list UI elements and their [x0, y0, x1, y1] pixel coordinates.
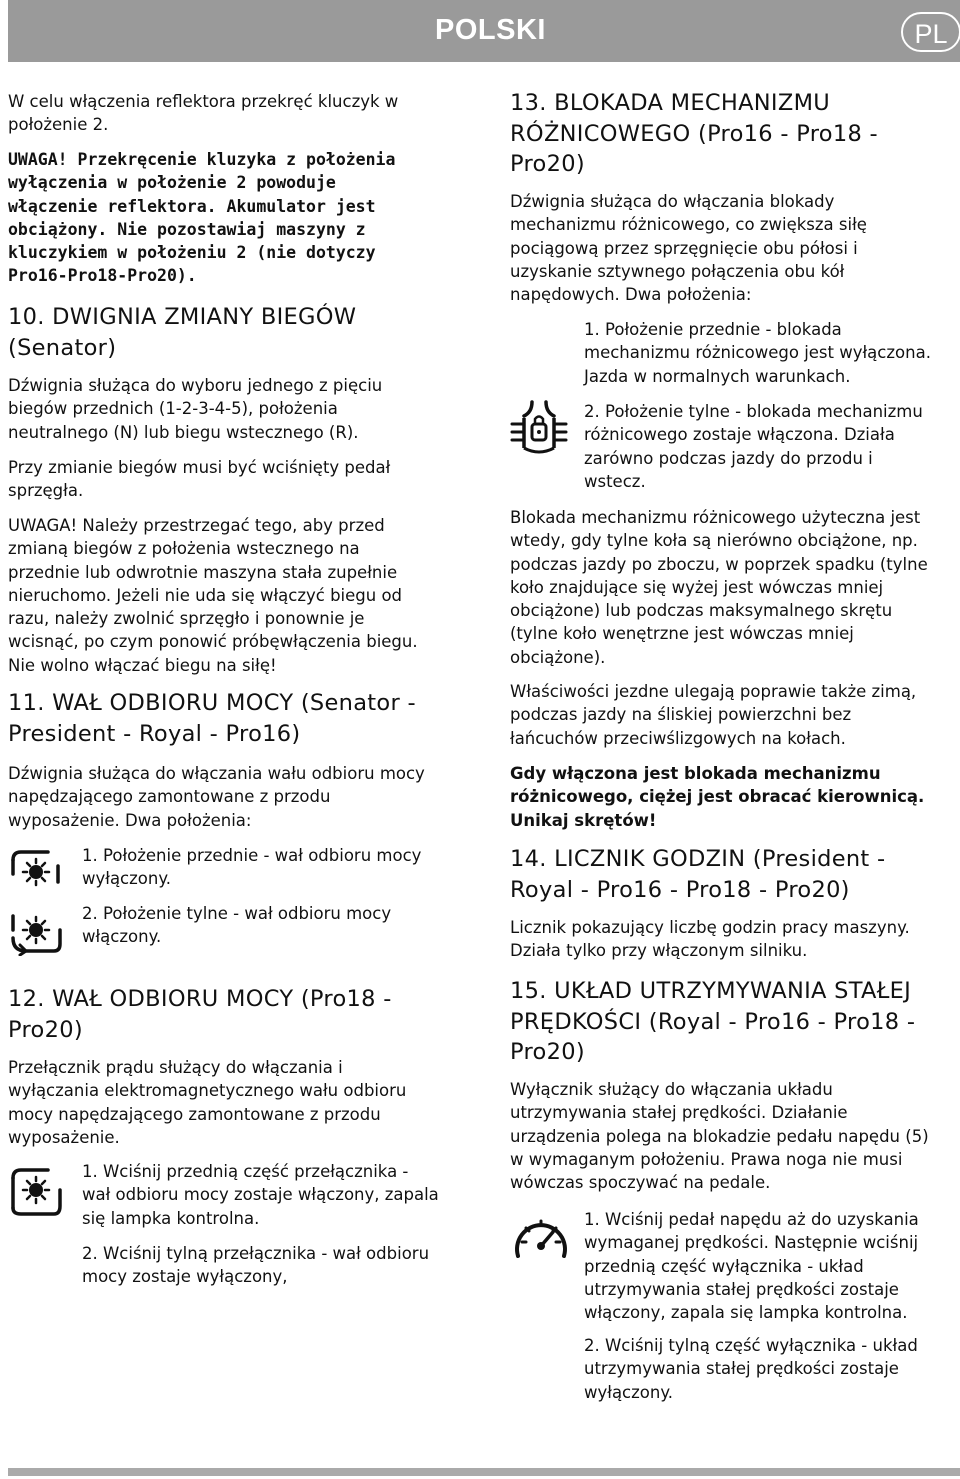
page-header: [8, 0, 960, 62]
cruise-control-icon: [510, 1212, 572, 1264]
section-13-title: 13. BLOKADA MECHANIZMU RÓŻNICOWEGO (Pro16 - Pro18 - Pro20): [510, 90, 878, 177]
section-13-item-1: 1. Położenie przednie - blokada mechanizmu różnicowego jest wyłączona. Jazda w normalnych warunkach.: [584, 320, 931, 386]
footer-divider: [8, 1468, 960, 1476]
section-13-paragraph-1: Dźwignia służąca do włączania blokady mechanizmu różnicowego, co zwiększa siłę pociągową przez sprzęgnięcie obu półosi i uzyskanie sztywnego połączenia obu kół napędowych. Dwa położenia:: [510, 192, 867, 305]
section-12-title: 12. WAŁ ODBIORU MOCY (Pro18 - Pro20): [8, 986, 392, 1043]
section-13-paragraph-2: Blokada mechanizmu różnicowego użyteczna jest wtedy, gdy tylne koła są nierówno obciążone, np. podczas jazdy po zboczu, w poprzek spadku (tylne koło znajdujące się wyżej jest wówczas mniej obciążone) lub podczas maksymalnego skrętu (tylne koło wenętrzne jest wówczas mniej obciążone).: [510, 508, 928, 667]
intro-text: W celu włączenia reflektora przekręć kluczyk w położenie 2.: [8, 92, 399, 135]
section-14-paragraph: Licznik pokazujący liczbę godzin pracy maszyny. Działa tylko przy włączonym silniku.: [510, 918, 910, 961]
section-11-item-1: 1. Położenie przednie - wał odbioru mocy wyłączony.: [82, 846, 422, 889]
differential-lock-icon: [510, 398, 568, 458]
section-12-paragraph: Przełącznik prądu służący do włączania i wyłączania elektromagnetycznego wału odbioru mocy napędzającego zamontowane z przodu wyposażenie.: [8, 1058, 407, 1147]
pto-engaged-icon: [8, 908, 64, 956]
section-10-warning: UWAGA! Należy przestrzegać tego, aby przed zmianą biegów z położenia wstecznego na przednie lub odwrotnie maszyna stała zupełnie nieruchomo. Jeżeli nie uda się włączyć biegu od razu, należy zwolnić sprzęgło i ponownie je wcisnąć, po czym ponowić próbęwłączenia biegu. Nie wolno włączać biegu na siłę!: [8, 516, 418, 675]
section-11-paragraph: Dźwignia służąca do włączania wału odbioru mocy napędzającego zamontowane z przodu wyposażenie. Dwa położenia:: [8, 764, 425, 830]
language-badge: PL: [901, 12, 960, 52]
section-11-item-2: 2. Położenie tylne - wał odbioru mocy włączony.: [82, 904, 392, 947]
section-13-item-2: 2. Położenie tylne - blokada mechanizmu różnicowego zostaje włączona. Działa zarówno podczas jazdy do przodu i wstecz.: [584, 402, 923, 491]
language-title: POLSKI: [435, 14, 546, 46]
section-15-paragraph: Wyłącznik służący do włączania układu utrzymywania stałej prędkości. Działanie urządzenia polega na blokadzie pedału napędu (5) w wymaganym położeniu. Prawa noga nie musi wówczas spoczywać na pedale.: [510, 1080, 929, 1193]
section-14-title: 14. LICZNIK GODZIN (President - Royal - Pro16 - Pro18 - Pro20): [510, 846, 886, 903]
pto-switch-icon: [8, 1166, 64, 1218]
headlight-warning: UWAGA! Przekręcenie kluzyka z położenia wyłączenia w położenie 2 powoduje włączenie reflektora. Akumulator jest obciążony. Nie pozostawiaj maszyny z kluczykiem w położeniu 2 (nie dotyczy Pro16-Pro18-Pro20).: [8, 150, 396, 286]
section-13-paragraph-3: Właściwości jezdne ulegają poprawie także zimą, podczas jazdy na śliskiej powierzchni bez łańcuchów przeciwślizgowych na kołach.: [510, 682, 917, 748]
section-15-item-1: 1. Wciśnij pedał napędu aż do uzyskania wymaganej prędkości. Następnie wciśnij przednią część wyłącznika - układ utrzymywania stałej prędkości zostaje włączony, zapala się lampka kontrolna.: [584, 1210, 919, 1323]
section-11-title: 11. WAŁ ODBIORU MOCY (Senator - President - Royal - Pro16): [8, 690, 416, 747]
section-10-paragraph-1: Dźwignia służąca do wyboru jednego z pięciu biegów przednich (1-2-3-4-5), położenia neutralnego (N) lub biegu wstecznego (R).: [8, 376, 383, 442]
section-12-item-2: 2. Wciśnij tylną przełącznika - wał odbioru mocy zostaje wyłączony,: [82, 1244, 430, 1287]
section-13-warning: Gdy włączona jest blokada mechanizmu różnicowego, ciężej jest obracać kierownicą. Unikaj skrętów!: [510, 764, 925, 830]
section-15-title: 15. UKŁAD UTRZYMYWANIA STAŁEJ PRĘDKOŚCI (Royal - Pro16 - Pro18 - Pro20): [510, 978, 916, 1065]
section-10-paragraph-2: Przy zmianie biegów musi być wciśnięty pedał sprzęgła.: [8, 458, 391, 501]
pto-disengaged-icon: [8, 848, 64, 896]
section-10-title: 10. DWIGNIA ZMIANY BIEGÓW (Senator): [8, 304, 357, 361]
section-15-item-2: 2. Wciśnij tylną część wyłącznika - układ utrzymywania stałej prędkości zostaje wyłączony.: [584, 1336, 918, 1402]
section-12-item-1: 1. Wciśnij przednią część przełącznika - wał odbioru mocy zostaje włączony, zapala się lampka kontrolna.: [82, 1162, 439, 1228]
